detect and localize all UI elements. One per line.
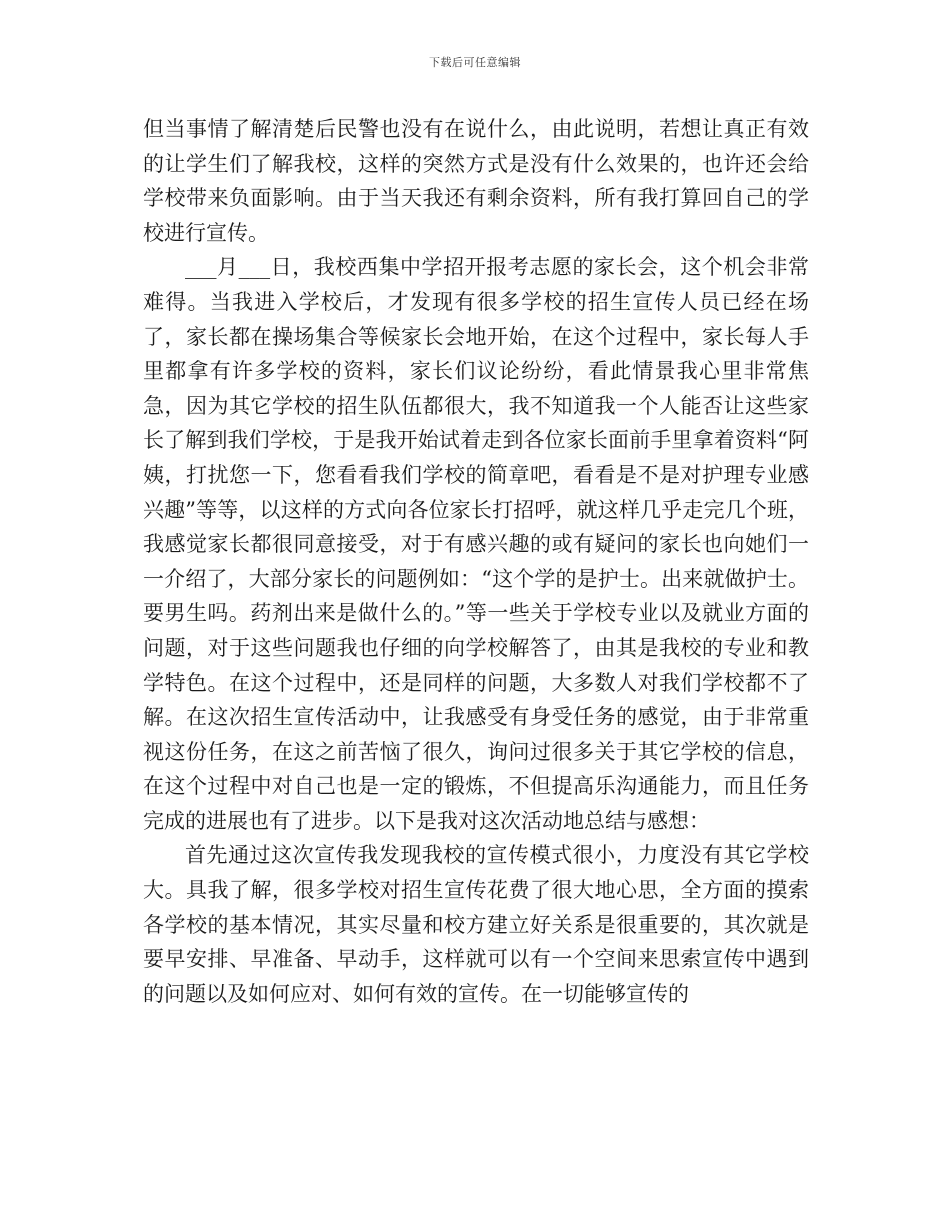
document-body xyxy=(143,112,809,1011)
paragraph-3: 首先通过这次宣传我发现我校的宣传模式很小，力度没有其它学校大。具我了解，很多学校对招生宣传花费了很大地心思，全方面的摸索各学校的基本情况，其实尽量和校方建立好关系是很重要的，其次就是要早安排、早准备、早动手，这样就可以有一个空间来思索宣传中遇到的问题以及如何应对、如何有效的宣传。在一切能够宣传的 xyxy=(143,843,809,1006)
paragraph-2: ___月___日，我校西集中学招开报考志愿的家长会，这个机会非常难得。当我进入学校后，才发现有很多学校的招生宣传人员已经在场了，家长都在操场集合等候家长会地开始，在这个过程中，家长每人手里都拿有许多学校的资料，家长们议论纷纷，看此情景我心里非常焦急，因为其它学校的招生队伍都很大，我不知道我一个人能否让这些家长了解到我们学校，于是我开始试着走到各位家长面前手里拿着资料“阿姨，打扰您一下，您看看我们学校的简章吧，看看是不是对护理专业感兴趣”等等，以这样的方式向各位家长打招呼，就这样几乎走完几个班，我感觉家长都很同意接受，对于有感兴趣的或有疑问的家长也向她们一一介绍了，大部分家长的问题例如：“这个学的是护士。出来就做护士。要男生吗。药剂出来是做什么的。”等一些关于学校专业以及就业方面的问题，对于这些问题我也仔细的向学校解答了，由其是我校的专业和教学特色。在这个过程中，还是同样的问题，大多数人对我们学校都不了解。在这次招生宣传活动中，让我感受有身受任务的感觉，由于非常重视这份任务，在这之前苦恼了很久，询问过很多关于其它学校的信息，在这个过程中对自己也是一定的锻炼，不但提高乐沟通能力，而且任务完成的进展也有了进步。以下是我对这次活动地总结与感想： xyxy=(143,255,809,833)
paragraph-1: 但当事情了解清楚后民警也没有在说什么，由此说明，若想让真正有效的让学生们了解我校，这样的突然方式是没有什么效果的，也许还会给学校带来负面影响。由于当天我还有剩余资料，所有我打算回自己的学校进行宣传。 xyxy=(143,117,809,245)
page-header: 下载后可任意编辑 xyxy=(429,56,521,69)
